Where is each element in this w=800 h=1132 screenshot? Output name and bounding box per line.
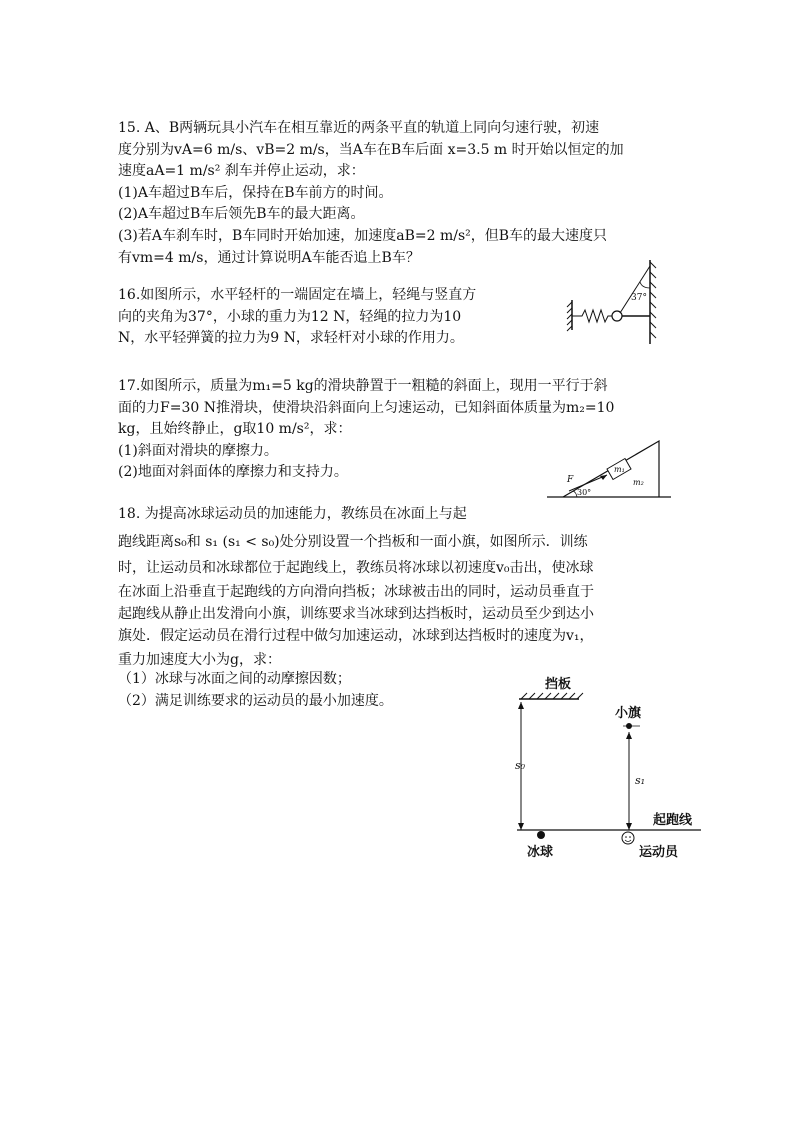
q16-figure: [562, 258, 662, 348]
q17-figure: [545, 433, 675, 503]
q15-line-3: 速度aA=1 m/s² 刹车并停止运动，求：: [118, 163, 365, 179]
puck: [537, 831, 545, 839]
q16-line-2: 向的夹角为37°，小球的重力为12 N，轻绳的拉力为10: [118, 309, 462, 325]
q17-line-2: 面的力F=30 N推滑块，使滑块沿斜面向上匀速运动，已知斜面体质量为m₂=10: [118, 400, 615, 416]
q17-force-label: F: [567, 475, 574, 485]
q18-line-2: 跑线距离s₀和 s₁ (s₁ < s₀)处分别设置一个挡板和一面小旗，如图所示．训练: [118, 534, 588, 550]
q17-line-5: (2)地面对斜面体的摩擦力和支持力。: [118, 464, 348, 480]
q18-puck-label: 冰球: [527, 845, 554, 860]
q18-start-line-label: 起跑线: [653, 813, 693, 828]
q17-incline-label: m₂: [633, 478, 644, 487]
q15-line-4: (1)A车超过B车后，保持在B车前方的时间。: [118, 185, 393, 201]
q17-angle-label: 30°: [577, 488, 592, 497]
spring: [572, 310, 612, 322]
q18-line-1: 18. 为提高冰球运动员的加速能力，教练员在冰面上与起: [118, 506, 467, 522]
rope: [620, 266, 650, 313]
q17-line-4: (1)斜面对滑块的摩擦力。: [118, 443, 278, 459]
q18-line-9: （2）满足训练要求的运动员的最小加速度。: [118, 693, 393, 709]
q16-line-1: 16.如图所示，水平轻杆的一端固定在墙上，轻绳与竖直方: [118, 287, 477, 303]
q18-line-5: 起跑线从静止出发滑向小旗，训练要求当冰球到达挡板时，运动员至少到达小: [118, 606, 594, 622]
q15-line-1: 15. A、B两辆玩具小汽车在相互靠近的两条平直的轨道上同向匀速行驶，初速: [118, 120, 600, 136]
q18-s1-label: s₁: [635, 774, 646, 787]
q15-line-7: 有vm=4 m/s，通过计算说明A车能否追上B车？: [118, 250, 420, 266]
q18-board-label: 挡板: [545, 677, 572, 692]
q18-line-8: （1）冰球与冰面之间的动摩擦因数；: [118, 671, 351, 687]
q18-line-6: 旗处．假定运动员在滑行过程中做匀加速运动，冰球到达挡板时的速度为v₁，: [118, 628, 594, 644]
q18-figure: [505, 672, 715, 862]
q15-line-5: (2)A车超过B车后领先B车的最大距离。: [118, 206, 365, 222]
q17-line-3: kg，且始终静止，g取10 m/s²，求：: [118, 421, 352, 437]
q17-block-label: m₁: [614, 465, 625, 474]
q17-line-1: 17.如图所示，质量为m₁=5 kg的滑块静置于一粗糙的斜面上，现用一平行于斜: [118, 378, 608, 394]
q15-line-2: 度分别为vA=6 m/s、vB=2 m/s，当A车在B车后面 x=3.5 m 时开始以恒定的加: [118, 142, 624, 158]
right-wall: [650, 260, 656, 344]
q18-athlete-label: 运动员: [639, 845, 679, 860]
q18-line-4: 在冰面上沿垂直于起跑线的方向滑向挡板；冰球被击出的同时，运动员垂直于: [118, 584, 594, 600]
q16-angle-label: 37°: [631, 293, 647, 303]
q16-line-3: N，水平轻弹簧的拉力为9 N，求轻杆对小球的作用力。: [118, 330, 464, 346]
q18-flag-label: 小旗: [615, 706, 642, 721]
left-wall: [567, 300, 572, 331]
q15-line-6: (3)若A车刹车时，B车同时开始加速，加速度aB=2 m/s²，但B车的最大速度只: [118, 228, 608, 244]
barrier-hatch: [521, 693, 583, 699]
athlete-icon: [622, 832, 634, 844]
q18-line-7: 重力加速度大小为g，求：: [118, 652, 281, 668]
q18-s0-label: s₀: [515, 759, 526, 772]
angle-arc: [640, 282, 650, 288]
q18-line-3: 时，让运动员和冰球都位于起跑线上，教练员将冰球以初速度v₀击出，使冰球: [118, 560, 594, 576]
